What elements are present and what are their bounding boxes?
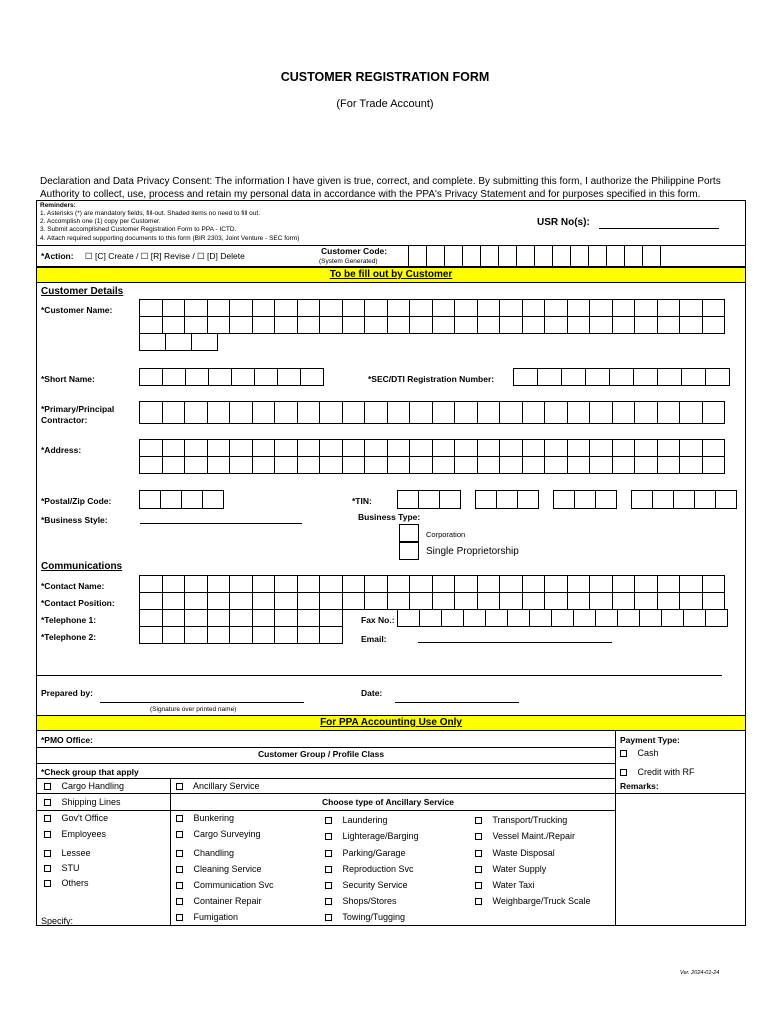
ancillary-option-checkbox[interactable] <box>176 866 183 873</box>
corporation-checkbox[interactable] <box>399 524 419 542</box>
cash-label: Cash <box>637 748 659 758</box>
ancillary-option-checkbox[interactable] <box>176 898 183 905</box>
ancillary-option-label: Bunkering <box>193 813 235 823</box>
ancillary-option-checkbox[interactable] <box>325 914 332 921</box>
customer-code-label: Customer Code: <box>321 246 388 256</box>
customer-group-label: Customer Group / Profile Class <box>258 749 385 759</box>
system-generated-note: (System Generated) <box>319 258 378 265</box>
ancillary-option[interactable] <box>325 831 419 841</box>
single-proprietorship-label: Single Proprietorship <box>426 546 519 557</box>
ancillary-option-label: Security Service <box>342 880 408 890</box>
contact-boxes[interactable] <box>140 576 725 610</box>
ancillary-option[interactable] <box>475 848 555 858</box>
group-checkbox[interactable] <box>44 799 51 806</box>
ancillary-option[interactable] <box>176 912 238 922</box>
short-name-boxes[interactable] <box>140 369 324 386</box>
sec-dti-label: *SEC/DTI Registration Number: <box>368 374 495 384</box>
group-label: Others <box>61 878 89 888</box>
tin-boxes-4[interactable] <box>632 491 737 509</box>
ancillary-option-checkbox[interactable] <box>176 850 183 857</box>
business-style-label: *Business Style: <box>41 515 108 525</box>
group-option[interactable] <box>44 863 80 873</box>
ancillary-option-checkbox[interactable] <box>475 817 482 824</box>
contact-position-label: *Contact Position: <box>41 598 115 608</box>
group-label: Employees <box>61 829 107 839</box>
tin-label: *TIN: <box>352 496 372 506</box>
contact-name-label: *Contact Name: <box>41 581 105 591</box>
communications-heading: Communications <box>41 561 123 572</box>
ancillary-option-checkbox[interactable] <box>176 831 183 838</box>
email-label: Email: <box>361 634 387 644</box>
credit-rf-option[interactable] <box>620 767 695 777</box>
ancillary-option-label: Towing/Tugging <box>342 912 406 922</box>
section-ppa-header: For PPA Accounting Use Only <box>36 715 746 731</box>
ancillary-option[interactable] <box>176 896 262 906</box>
telephone-2-label: *Telephone 2: <box>41 632 97 642</box>
address-label: *Address: <box>41 445 82 455</box>
section-customer-header: To be fill out by Customer <box>36 267 746 283</box>
group-option[interactable] <box>44 781 124 791</box>
ppa-row-line-4 <box>36 793 616 794</box>
ancillary-option[interactable] <box>325 848 406 858</box>
tin-boxes-2[interactable] <box>476 491 539 509</box>
action-options[interactable]: ☐ [C] Create / ☐ [R] Revise / ☐ [D] Delete <box>85 251 245 261</box>
group-label: Gov't Office <box>61 813 109 823</box>
ancillary-option-label: Cleaning Service <box>193 864 262 874</box>
primary-contractor-boxes[interactable] <box>140 402 725 424</box>
ppa-col-divider-1 <box>170 778 171 926</box>
ancillary-option-checkbox[interactable] <box>176 914 183 921</box>
ancillary-option-label: Cargo Surveying <box>193 829 261 839</box>
business-type-label: Business Type: <box>358 512 421 522</box>
specify-label: Specify: <box>41 916 74 926</box>
group-label: STU <box>61 863 80 873</box>
form-title: CUSTOMER REGISTRATION FORM <box>280 70 490 84</box>
payment-type-label: Payment Type: <box>620 735 680 745</box>
customer-name-boxes[interactable] <box>140 300 725 334</box>
credit-rf-checkbox[interactable] <box>620 769 627 776</box>
ancillary-option-checkbox[interactable] <box>475 898 482 905</box>
ancillary-option[interactable] <box>176 880 274 890</box>
group-option[interactable] <box>44 813 108 823</box>
ancillary-option[interactable] <box>325 912 405 922</box>
ancillary-option-label: Container Repair <box>193 896 262 906</box>
ancillary-checkbox[interactable] <box>176 783 183 790</box>
group-checkbox[interactable] <box>44 880 51 887</box>
version-label: Ver. 2024-01-24 <box>680 970 720 976</box>
usr-input[interactable] <box>599 228 719 229</box>
prepared-by-input[interactable] <box>100 702 304 703</box>
business-style-input[interactable] <box>140 523 302 524</box>
postal-code-boxes[interactable] <box>140 491 224 509</box>
pmo-office-label: *PMO Office: <box>41 735 93 745</box>
data-privacy-consent: Declaration and Data Privacy Consent: The information I have given is true, correct, and complete. By submitting this form, I authorize the Philippine Ports Authority to collect, use, process and retain my personal data in accordance with the PPA's Privacy Statement and for purposes specified in this form. <box>40 176 721 200</box>
group-checkbox[interactable] <box>44 831 51 838</box>
ancillary-option-label: Reproduction Svc <box>342 864 414 874</box>
ancillary-option[interactable] <box>176 864 262 874</box>
email-input[interactable] <box>418 642 612 643</box>
customer-code-boxes <box>409 246 661 267</box>
usr-label: USR No(s): <box>537 217 590 228</box>
remarks-label: Remarks: <box>620 781 659 791</box>
ancillary-option-checkbox[interactable] <box>176 882 183 889</box>
group-option[interactable] <box>44 848 91 858</box>
ancillary-label: Ancillary Service <box>193 781 260 791</box>
ancillary-option-label: Parking/Garage <box>342 848 406 858</box>
ancillary-option[interactable] <box>325 864 414 874</box>
form-subtitle: (For Trade Account) <box>336 98 434 110</box>
ancillary-option-label: Water Supply <box>492 864 547 874</box>
ancillary-option[interactable] <box>176 848 234 858</box>
customer-name-label: *Customer Name: <box>41 305 113 315</box>
ancillary-option-label: Waste Disposal <box>492 848 555 858</box>
group-option[interactable] <box>44 878 89 888</box>
group-checkbox[interactable] <box>44 815 51 822</box>
ancillary-option-checkbox[interactable] <box>475 882 482 889</box>
address-boxes[interactable] <box>140 440 725 474</box>
ancillary-option-label: Shops/Stores <box>342 896 397 906</box>
short-name-label: *Short Name: <box>41 374 95 384</box>
ancillary-option-label: Lighterage/Barging <box>342 831 419 841</box>
ancillary-option-checkbox[interactable] <box>475 850 482 857</box>
ancillary-option-checkbox[interactable] <box>475 833 482 840</box>
ancillary-option[interactable] <box>325 880 408 890</box>
choose-ancillary-label: Choose type of Ancillary Service <box>322 797 454 807</box>
ancillary-option-label: Weighbarge/Truck Scale <box>492 896 591 906</box>
ancillary-option[interactable] <box>325 896 397 906</box>
ancillary-option-label: Communication Svc <box>193 880 274 890</box>
ancillary-option[interactable] <box>176 829 261 839</box>
ancillary-option[interactable] <box>475 815 567 825</box>
ancillary-option-checkbox[interactable] <box>325 882 332 889</box>
ancillary-option-checkbox[interactable] <box>475 866 482 873</box>
group-label: Cargo Handling <box>61 781 125 791</box>
ancillary-option-label: Water Taxi <box>492 880 535 890</box>
reminders-title: Reminders: <box>40 202 76 209</box>
ancillary-option-checkbox[interactable] <box>176 815 183 822</box>
ppa-right-line <box>616 793 746 794</box>
action-label: *Action: <box>41 251 74 261</box>
reminder-1: 1. Asterisks (*) are mandatory fields, fill-out. Shaded items no need to fill out. <box>40 210 261 217</box>
date-input[interactable] <box>395 702 519 703</box>
fax-label: Fax No.: <box>361 615 395 625</box>
group-checkbox[interactable] <box>44 783 51 790</box>
ppa-row-line-5 <box>36 810 616 811</box>
ancillary-option[interactable] <box>475 896 591 906</box>
ancillary-option[interactable] <box>176 813 234 823</box>
ancillary-option-label: Laundering <box>342 815 388 825</box>
check-group-label: *Check group that apply <box>41 767 139 777</box>
reminder-3: 3. Submit accomplished Customer Registration Form to PPA - ICTD. <box>40 226 237 233</box>
group-label: Lessee <box>61 848 91 858</box>
cash-option[interactable] <box>620 748 659 758</box>
group-checkbox[interactable] <box>44 850 51 857</box>
group-option[interactable] <box>44 797 121 807</box>
credit-rf-label: Credit with RF <box>637 767 695 777</box>
ppa-vdivider <box>615 731 616 926</box>
ancillary-option-label: Vessel Maint./Repair <box>492 831 576 841</box>
action-row <box>36 245 746 267</box>
primary-contractor-label-1: *Primary/Principal <box>41 404 115 414</box>
group-option[interactable] <box>44 829 106 839</box>
divider-line <box>36 675 722 676</box>
ancillary-option[interactable] <box>475 864 546 874</box>
date-label: Date: <box>361 688 383 698</box>
ancillary-option-checkbox[interactable] <box>325 866 332 873</box>
ancillary-option-checkbox[interactable] <box>325 850 332 857</box>
corporation-label: Corporation <box>426 530 466 539</box>
postal-code-label: *Postal/Zip Code: <box>41 496 112 506</box>
customer-details-heading: Customer Details <box>41 286 124 297</box>
telephone-boxes[interactable] <box>140 610 343 644</box>
ancillary-option-label: Fumigation <box>193 912 239 922</box>
reminder-4: 4. Attach required supporting documents to this form (BIR 2303, Joint Venture - SEC form) <box>40 235 300 242</box>
ancillary-option-checkbox[interactable] <box>325 833 332 840</box>
ancillary-option[interactable] <box>475 880 535 890</box>
prepared-by-label: Prepared by: <box>41 688 93 698</box>
reminder-2: 2. Accomplish one (1) copy per Customer. <box>40 218 161 225</box>
ppa-row-line-3 <box>36 778 616 779</box>
ancillary-option[interactable] <box>325 815 388 825</box>
ancillary-option-checkbox[interactable] <box>325 817 332 824</box>
tin-boxes-1[interactable] <box>398 491 461 509</box>
group-label: Shipping Lines <box>61 797 121 807</box>
signature-note: (Signature over printed name) <box>150 706 237 713</box>
ancillary-option-label: Transport/Trucking <box>492 815 568 825</box>
ancillary-option[interactable] <box>475 831 575 841</box>
ancillary-service-option[interactable] <box>176 781 260 791</box>
ancillary-option-checkbox[interactable] <box>325 898 332 905</box>
sec-dti-boxes[interactable] <box>514 369 730 386</box>
cash-checkbox[interactable] <box>620 750 627 757</box>
single-proprietorship-checkbox[interactable] <box>399 542 419 560</box>
group-checkbox[interactable] <box>44 865 51 872</box>
tin-boxes-3[interactable] <box>554 491 617 509</box>
customer-name-boxes-extra[interactable] <box>140 334 218 351</box>
ppa-row-line-2 <box>36 763 616 764</box>
fax-boxes[interactable] <box>398 610 728 627</box>
reminders-box <box>36 200 746 246</box>
ppa-row-line-1 <box>36 747 616 748</box>
primary-contractor-label-2: Contractor: <box>41 415 88 425</box>
telephone-1-label: *Telephone 1: <box>41 615 97 625</box>
ancillary-option-label: Chandling <box>193 848 235 858</box>
